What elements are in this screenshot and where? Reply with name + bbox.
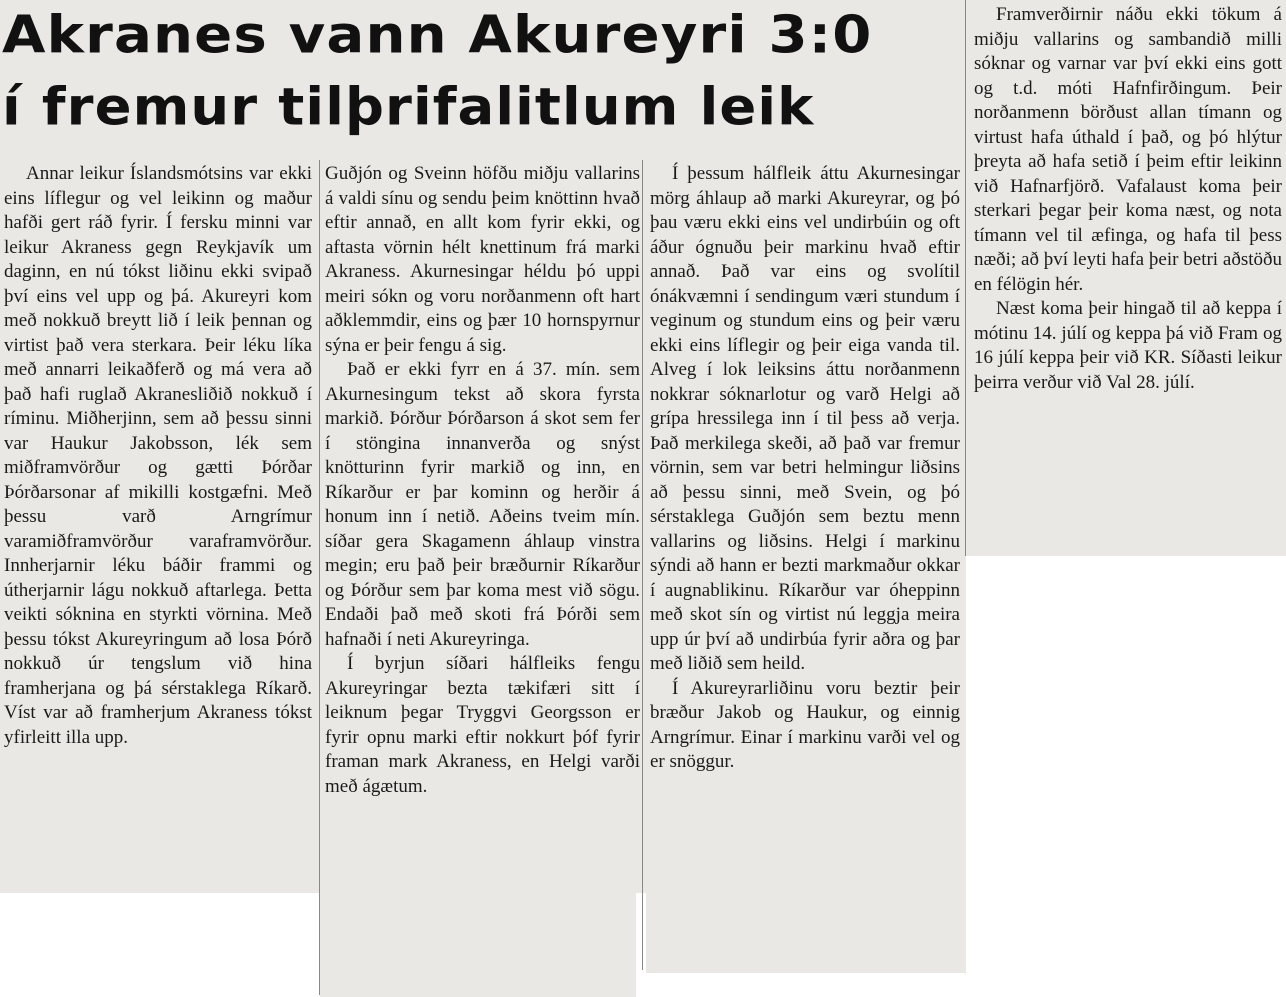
clipping-col3-tail [646,893,966,973]
article-paragraph: Í þessum hálfleik áttu Akurnesingar mörg áhlaup að marki Akureyrar, og þó þau væru ekki eins vel undirbúin og oft áður ógnuðu þeir markinu hvað eftir annað. Það var eins og svolítil ónákvæmni í sendingum væri stundum í veginum og stundum eins og þeir væru ekki eins líflegir og þeir eiga vanda til. Alveg í lok leiksins áttu norðanmenn nokkrar sóknarlotur og varð Helgi að grípa hressilega inn í til þess að verja. Það merkilega skeði, að það var fremur vörnin, sem var betri helmingur liðsins að þessu sinni, með Svein, og þó sérstaklega Guðjón sem beztu menn vallarins og liðsins. Helgi í markinu sýndi að hann er bezti markmaður okkar í augnablikinu. Ríkarður var óheppinn með skot sín og virtist nú leggja meira upp úr því að undirbúa fyrir aðra og þar með liðið sem heild. [650,163,960,674]
headline-line-1: Akranes vann Akureyri 3:0 [2,5,873,65]
article-paragraph: Guðjón og Sveinn höfðu miðju vallarins á valdi sínu og sendu þeim knöttinn hvað eftir annað, en allt kom fyrir ekki, og aftasta vörnin hélt knettinum frá marki Akraness. Akurnesingar héldu þó uppi meiri sókn og voru norðanmenn oft hart aðklemmdir, eins og þær 10 hornspyrnur sýna er þeir fengu á sig. [325,163,640,356]
clipping-col2-tail [320,893,636,997]
article-paragraph: Næst koma þeir hingað til að keppa í mótinu 14. júlí og keppa þá við Fram og 16 júlí keppa þeir við KR. Síðasti leikur þeirra verður við Val 28. júlí. [974,298,1282,393]
article-paragraph: Annar leikur Íslandsmótsins var ekki eins líflegur og vel leikinn og maður hafði gert ráð fyrir. Í fersku minni var leikur Akraness gegn Reykjavík um daginn, en nú tókst liðinu ekki svipað því eins vel upp og þá. Akureyri kom með nokkuð breytt lið í leik þennan og virtist það vera sterkara. Þeir léku líka með annarri leikaðferð og má vera að það hafi ruglað Akranesliðið nokkuð í ríminu. Miðherjinn, sem að þessu sinni var Haukur Jakobsson, lék sem miðframvörður og gætti Þórðar Þórðarsonar af mikilli kostgæfni. Með þessu varð Arngrímur varamiðframvörður varaframvörður. Innherjarnir léku báðir frammi og útherjarnir lágu nokkuð aftarlega. Þetta veikti sóknina en styrkti vörnina. Með þessu tókst Akureyringum að losa Þórð nokkuð úr tengslum við hina framherjana og þá sérstaklega Ríkarð. Víst var að framherjum Akraness tókst yfirleitt illa upp. [4,163,312,748]
headline-line-2: í fremur tilþrifalitlum leik [2,77,815,137]
column-divider [965,0,966,556]
article-column-2 [325,162,640,799]
article-paragraph: Í byrjun síðari hálfleiks fengu Akureyringar bezta tækifæri sitt í leiknum þegar Tryggvi Georgsson er fyrir opnu marki eftir nokkurt þóf fyrir framan mark Akraness, en Helgi varði með ágætum. [325,653,640,797]
article-column-4 [974,3,1282,395]
article-paragraph: Framverðirnir náðu ekki tökum á miðju vallarins og sambandið milli sóknar og varnar var því ekki eins gott og t.d. móti Hafnfirðingum. Þeir norðanmenn börðust allan tímann og virtust hafa úthald í það, og þó hlýtur þreyta að hafa setið í þeim eftir leikinn við Hafnarfjörð. Vafalaust koma þeir sterkari þegar þeir koma næst, og nota tímann vel til æfinga, og hafa til þess næði; að því leyti hafa þeir betri aðstöðu en félögin hér. [974,4,1282,295]
article-column-3 [650,162,960,775]
article-column-1 [4,162,312,750]
article-paragraph: Það er ekki fyrr en á 37. mín. sem Akurnesingum tekst að skora fyrsta markið. Þórður Þórðarson á skot sem fer í stöngina innanverða og snýst knötturinn fyrir markið og inn, en Ríkarður er þar kominn og herðir á honum inn í netið. Aðeins tveim mín. síðar gera Skagamenn áhlaup vinstra megin; eru það þeir bræðurnir Ríkarður og Þórður sem þar koma mest við sögu. Endaði það með skoti frá Þórði sem hafnaði í neti Akureyringa. [325,359,640,650]
article-paragraph: Í Akureyrarliðinu voru beztir þeir bræður Jakob og Haukur, og einnig Arngrímur. Einar í markinu varði vel og er snöggur. [650,677,960,772]
column-divider [319,160,320,995]
column-divider [642,160,643,970]
